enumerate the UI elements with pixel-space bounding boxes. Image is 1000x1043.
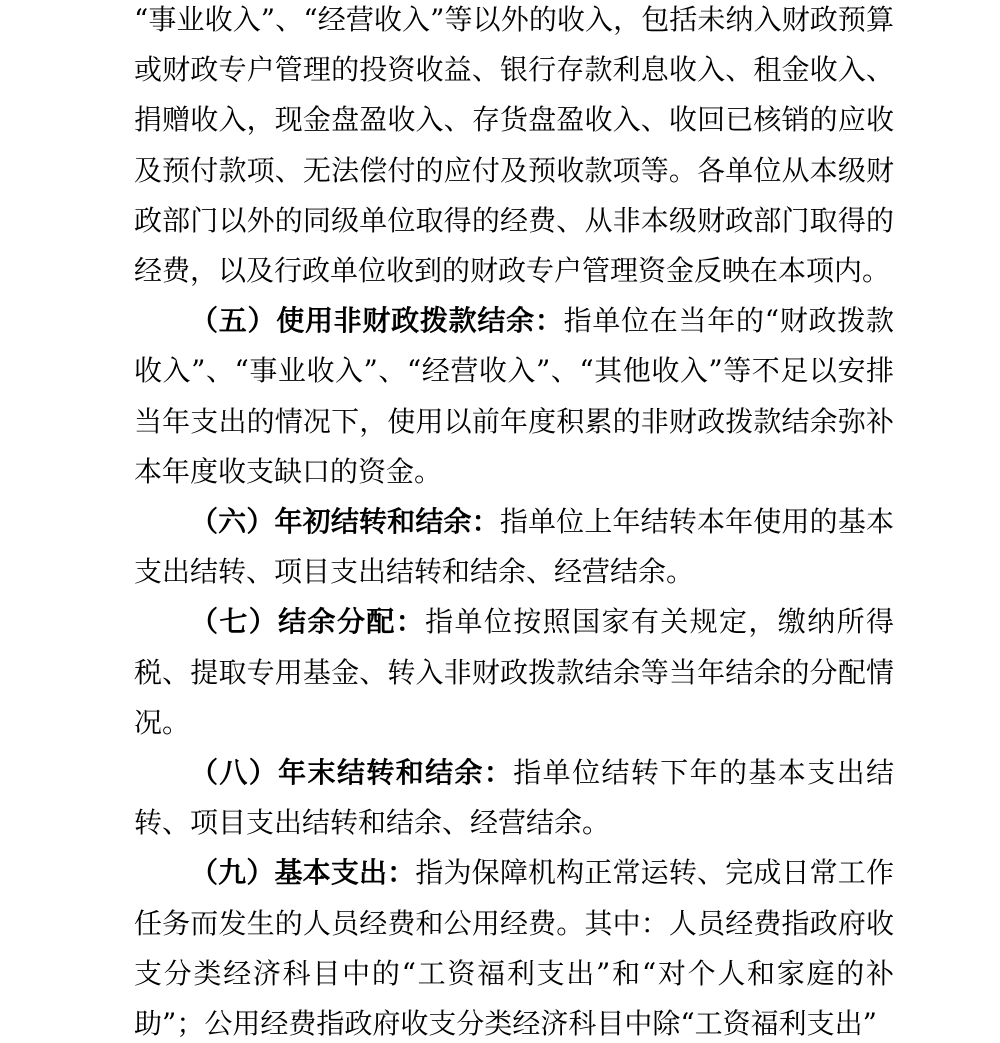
paragraph-item-6-beginning-year-carryover-balance	[134, 497, 894, 597]
paragraph-item-9-basic-expenditure	[134, 848, 894, 1043]
paragraph-item-8-year-end-carryover-balance	[134, 748, 894, 848]
paragraph-other-income-continuation	[134, 0, 894, 296]
paragraph-item-5-use-of-non-fiscal-appropriation-balance	[134, 296, 894, 497]
term-label: （六）年初结转和结余：	[190, 505, 500, 539]
paragraph-text: 指为保障机构正常运转、完成日常工作任务而发生的人员经费和公用经费。其中：人员经费指政府收支分类经济科目中的“工资福利支出”和“对个人和家庭的补助”；公用经费指政府收支分类经济科目中除“工资福利支出”	[134, 856, 894, 1041]
paragraph-text: 指单位上年结转本年使用的基本支出结转、项目支出结转和结余、经营结余。	[134, 505, 894, 589]
term-label: （九）基本支出：	[190, 856, 416, 890]
term-label: （八）年末结转和结余：	[190, 756, 514, 790]
document-text-block	[134, 0, 894, 1043]
paragraph-text: 指单位按照国家有关规定，缴纳所得税、提取专用基金、转入非财政拨款结余等当年结余的分配情况。	[134, 605, 894, 739]
term-label: （五）使用非财政拨款结余：	[190, 304, 564, 338]
paragraph-text: “事业收入”、“经营收入”等以外的收入，包括未纳入财政预算或财政专户管理的投资收益、银行存款利息收入、租金收入、捐赠收入，现金盘盈收入、存货盘盈收入、收回已核销的应收及预付款项、无法偿付的应付及预收款项等。各单位从本级财政部门以外的同级单位取得的经费、从非本级财政部门取得的经费，以及行政单位收到的财政专户管理资金反映在本项内。	[134, 3, 894, 288]
term-label: （七）结余分配：	[190, 605, 426, 639]
paragraph-text: 指单位结转下年的基本支出结转、项目支出结转和结余、经营结余。	[134, 756, 894, 840]
paragraph-item-7-balance-distribution	[134, 597, 894, 748]
paragraph-text: 指单位在当年的“财政拨款收入”、“事业收入”、“经营收入”、“其他收入”等不足以安排当年支出的情况下，使用以前年度积累的非财政拨款结余弥补本年度收支缺口的资金。	[134, 304, 894, 488]
